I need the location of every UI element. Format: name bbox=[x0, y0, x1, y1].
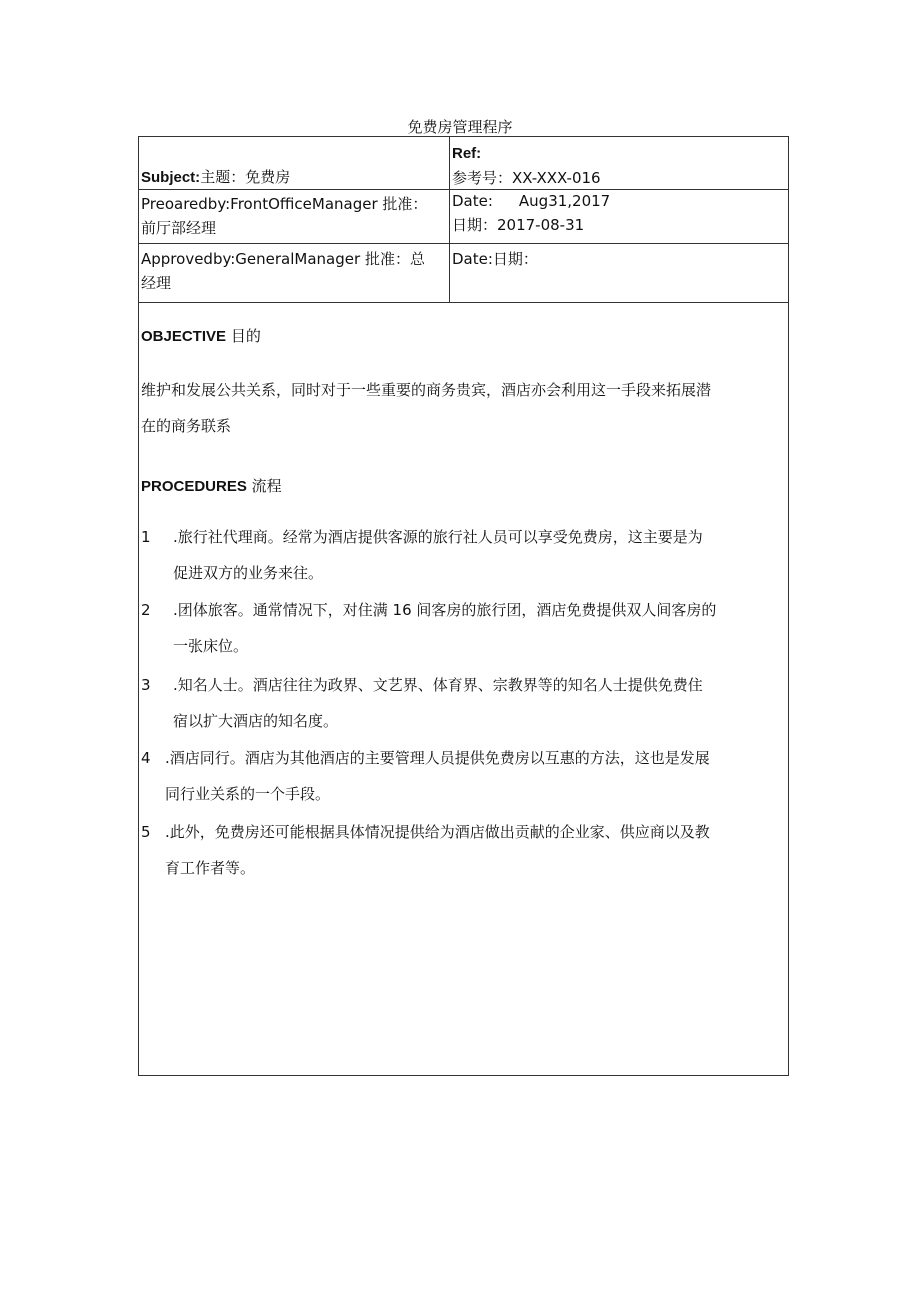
procedure-item bbox=[141, 667, 789, 739]
procedure-item bbox=[141, 519, 789, 591]
approved-date: Date:日期： bbox=[452, 250, 538, 268]
objective-text bbox=[141, 372, 789, 444]
procedure-line2: 宿以扩大酒店的知名度。 bbox=[173, 712, 339, 730]
procedure-number: 1 bbox=[141, 528, 151, 546]
objective-line1: 维护和发展公共关系，同时对于一些重要的商务贵宾，酒店亦会利用这一手段来拓展潜 bbox=[141, 381, 712, 399]
objective-line2: 在的商务联系 bbox=[141, 417, 232, 435]
document-title: 免费房管理程序 bbox=[407, 118, 513, 136]
procedure-line2: 一张床位。 bbox=[173, 637, 249, 655]
approved-date-cell bbox=[452, 247, 538, 271]
procedure-line1: .旅行社代理商。经常为酒店提供客源的旅行社人员可以享受免费房，这主要是为 bbox=[173, 528, 703, 546]
ref-cell bbox=[452, 141, 601, 190]
date-cell bbox=[452, 189, 610, 237]
ref-value: 参考号：XX-XXX-016 bbox=[452, 169, 601, 187]
subject-label: Subject: bbox=[141, 169, 201, 186]
subject-value: 主题：免费房 bbox=[200, 168, 291, 186]
header-divider bbox=[449, 137, 450, 302]
procedure-line2: 同行业关系的一个手段。 bbox=[165, 785, 331, 803]
subject-cell bbox=[141, 165, 290, 190]
prepared-by-cell bbox=[141, 192, 427, 240]
objective-heading-en: OBJECTIVE bbox=[141, 328, 227, 345]
date-value: Aug31,2017 bbox=[518, 192, 611, 210]
procedure-form bbox=[138, 136, 789, 1076]
procedures-heading-en: PROCEDURES bbox=[141, 478, 247, 495]
prepared-by-line1: Preoaredby:FrontOfficeManager 批准： bbox=[141, 195, 428, 213]
procedure-item bbox=[141, 592, 789, 664]
objective-heading-cn: 目的 bbox=[230, 327, 261, 345]
procedure-line2: 促进双方的业务来往。 bbox=[173, 564, 324, 582]
approved-by-cell bbox=[141, 247, 425, 295]
objective-heading bbox=[141, 325, 261, 346]
date-cn: 日期：2017-08-31 bbox=[452, 216, 585, 234]
procedures-heading-cn: 流程 bbox=[251, 477, 282, 495]
procedure-line2: 育工作者等。 bbox=[165, 859, 256, 877]
procedure-line1: .酒店同行。酒店为其他酒店的主要管理人员提供免费房以互惠的方法，这也是发展 bbox=[165, 749, 710, 767]
prepared-by-line2: 前厅部经理 bbox=[141, 219, 217, 237]
procedure-number: 3 bbox=[141, 676, 151, 694]
procedure-number: 5 bbox=[141, 823, 151, 841]
procedure-number: 4 bbox=[141, 749, 151, 767]
ref-label: Ref: bbox=[452, 145, 482, 162]
procedure-number: 2 bbox=[141, 601, 151, 619]
procedure-item bbox=[141, 814, 789, 886]
procedure-line1: .知名人士。酒店往往为政界、文艺界、体育界、宗教界等的知名人士提供免费住 bbox=[173, 676, 703, 694]
procedure-line1: .此外，免费房还可能根据具体情况提供给为酒店做出贡献的企业家、供应商以及教 bbox=[165, 823, 710, 841]
procedure-line1: .团体旅客。通常情况下，对住满 16 间客房的旅行团，酒店免费提供双人间客房的 bbox=[173, 601, 717, 619]
approved-by-line1: Approvedby:GeneralManager 批准：总 bbox=[141, 250, 425, 268]
date-label: Date: bbox=[452, 192, 493, 210]
procedures-heading bbox=[141, 475, 282, 496]
approved-by-line2: 经理 bbox=[141, 274, 172, 292]
procedure-item bbox=[141, 740, 789, 812]
